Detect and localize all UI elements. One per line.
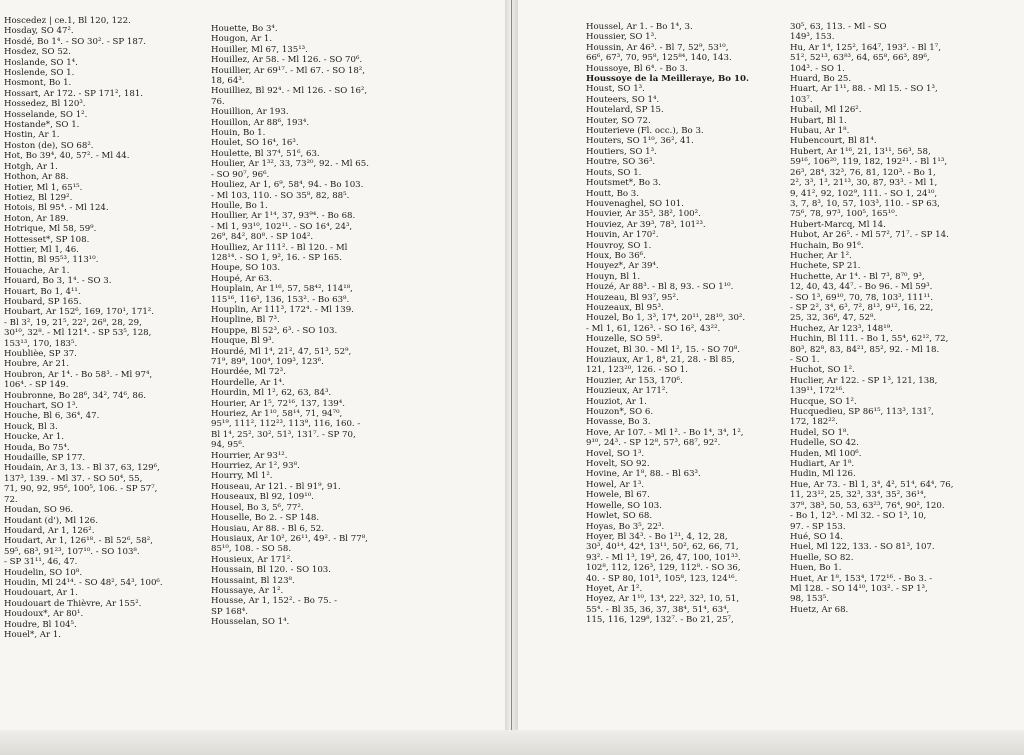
index-entry: Hoyez, Ar 1¹⁰, 13⁴, 22², 32³, 10, 51,: [586, 594, 740, 605]
index-entry: Houcke, Ar 1.: [4, 432, 65, 443]
index-entry: Hourry, Ml 1².: [211, 471, 273, 482]
index-entry: Housel, Bo 3, 5⁶, 77².: [211, 502, 304, 513]
index-entry: 12, 40, 43, 44⁷. - Bo 96. - Ml 59³.: [790, 282, 933, 293]
index-entry: Houiller, Ml 67, 135¹³.: [211, 44, 308, 55]
index-entry: Houillier, Ar 69¹⁷. - Ml 67. - SO 18²,: [211, 65, 365, 76]
index-entry: - SO 1.: [790, 355, 820, 365]
index-entry: Huel, Ml 122, 133. - SO 81³, 107.: [790, 542, 935, 553]
index-entry: Hucque, SO 1².: [790, 396, 857, 407]
index-entry: Hubart, Bl 1.: [790, 115, 847, 126]
index-entry: Houzieux, Ar 171².: [586, 386, 669, 397]
index-entry: Houpe, SO 103.: [211, 263, 281, 274]
index-entry: 30⁵, 63, 113. - Ml - SO: [790, 22, 887, 32]
index-entry: 59¹⁶, 106²⁰, 119, 182, 192²¹. - Bl 1¹³,: [790, 157, 948, 168]
index-entry: 172, 182²².: [790, 417, 838, 428]
index-entry: Houzet, Bl 30. - Ml 1², 15. - SO 70⁸.: [586, 344, 741, 355]
index-entry: Houssaye, Ar 1².: [211, 585, 284, 596]
index-entry: 153¹³, 170, 183⁵.: [4, 338, 78, 349]
index-entry: Houillez, Ar 58. - Ml 126. - SO 70⁶.: [211, 55, 363, 66]
index-entry: Houssain, Bl 120. - SO 103.: [211, 565, 331, 576]
index-entry: 26³, 28⁴, 32³, 76, 81, 120³. - Bo 1,: [790, 167, 936, 178]
index-entry: Bl 1⁴, 25², 30², 51³, 131⁷. - SP 70,: [211, 429, 356, 440]
index-entry: Hottier, Ml 1, 46.: [4, 244, 79, 255]
index-entry: Hubert-Marcq, Ml 14.: [790, 219, 886, 230]
index-entry: Hoston (de), SO 68².: [4, 140, 94, 151]
index-entry: Houillion, Ar 193.: [211, 107, 289, 118]
index-column-1: [4, 16, 204, 721]
index-entry: Houda, Bo 75⁴.: [4, 442, 70, 453]
index-entry: Houppe, Bl 52³, 6³. - SO 103.: [211, 325, 338, 336]
index-entry: 18, 64³.: [211, 76, 245, 87]
index-entry: Houyez*, Ar 39⁴.: [586, 261, 659, 272]
index-entry: Hossedez, Bl 120³.: [4, 99, 86, 110]
index-entry: Houtt, Bo 3.: [586, 188, 639, 199]
index-entry: 149³, 153.: [790, 32, 835, 43]
index-entry: Houzelle, SO 59².: [586, 334, 663, 345]
index-entry: 121, 123²⁰, 126. - SO 1.: [586, 365, 688, 376]
index-column-3: [586, 22, 786, 727]
index-entry: Huclier, Ar 122. - SP 1³, 121, 138,: [790, 375, 938, 386]
left-page: [0, 0, 505, 730]
index-entry: Huard, Bo 25.: [790, 74, 852, 85]
index-entry: Hotgh, Ar 1.: [4, 161, 58, 172]
index-entry: Huchin, Bl 111. - Bo 1, 55⁴, 62¹², 72,: [790, 334, 949, 345]
index-entry: Huetz, Ar 68.: [790, 604, 849, 615]
index-entry: Houzon*, SO 6.: [586, 407, 654, 418]
index-entry: 3, 7, 8³, 10, 57, 103³, 110. - SP 63,: [790, 198, 940, 209]
index-entry: 59⁵, 68³, 91²³, 107¹⁰. - SO 103⁸.: [4, 546, 140, 557]
index-entry: Hubail, Ml 126².: [790, 105, 862, 116]
index-entry: Houliez, Ar 1, 6⁹, 58⁴, 94. - Bo 103.: [211, 180, 364, 191]
index-entry: 11, 23¹², 25, 32³, 33⁴, 35², 36¹⁴,: [790, 490, 927, 501]
index-entry: Howele, Bl 67.: [586, 490, 650, 501]
index-entry: Hourdé, Ml 1⁴, 21², 47, 51³, 52⁹,: [211, 346, 352, 357]
index-entry: Houbronne, Bo 28⁶, 34², 74⁶, 86.: [4, 390, 147, 401]
index-entry: Hougon, Ar 1.: [211, 34, 273, 45]
index-entry: Houterieve (Fl. occ.), Bo 3.: [586, 126, 704, 137]
index-entry: 9¹⁰, 24³. - SP 12⁸, 57³, 68⁷, 92².: [586, 438, 721, 449]
index-entry: Houlliez, Ar 111². - Bl 120. - Ml: [211, 242, 348, 253]
index-entry: 72.: [4, 494, 18, 505]
index-entry: 76.: [211, 96, 225, 107]
index-entry: Houard, Bo 3, 1⁴. - SO 3.: [4, 276, 112, 287]
index-entry: Hoyer, Bl 34³. - Bo 1²¹, 4, 12, 28,: [586, 531, 728, 542]
index-entry: SP 168⁴.: [211, 606, 248, 617]
index-entry: Houzeau, Bl 93⁷, 95².: [586, 292, 679, 303]
index-entry: Hottin, Bl 95⁵³, 113¹⁰.: [4, 255, 99, 266]
index-entry: 25, 32, 36⁸, 47, 52⁸.: [790, 313, 877, 324]
index-entry: Houbron, Ar 1⁴. - Bo 58³. - Ml 97⁴,: [4, 369, 153, 380]
index-entry: Houblièe, SP 37.: [4, 349, 77, 359]
index-entry: Hue, Ar 73. - Bl 1, 3⁴, 4², 51⁴, 64⁴, 76,: [790, 479, 954, 490]
index-entry: 30³, 40¹⁴, 42⁴, 13¹¹, 50², 62, 66, 71,: [586, 542, 739, 553]
index-entry: 95¹⁹, 111², 112²³, 113⁹, 116, 160. -: [211, 419, 361, 430]
index-entry: Houziot, Ar 1.: [586, 396, 647, 407]
index-entry: Huchot, SO 1².: [790, 365, 855, 376]
index-entry: Houdre, Bl 104⁵.: [4, 619, 77, 630]
index-entry: Housieux, Ar 171².: [211, 554, 293, 565]
index-entry: Houtelard, SP 15.: [586, 105, 664, 116]
index-entry: 71, 90, 92, 95⁶, 100⁵, 106. - SP 57⁷,: [4, 484, 158, 495]
index-entry: 30¹⁰, 32⁸. - Ml 121⁴. - SP 53⁵, 128,: [4, 328, 152, 339]
index-entry: Hovel, SO 1³.: [586, 448, 645, 459]
index-entry: Houziaux, Ar 1, 8⁴, 21, 28. - Bl 85,: [586, 355, 735, 365]
index-entry: Howlet, SO 68.: [586, 511, 653, 522]
index-entry: Houache, Ar 1.: [4, 265, 70, 276]
index-entry: - SO 1³, 69¹⁰, 70, 78, 103³, 111¹¹.: [790, 292, 934, 303]
index-entry: Houdan, SO 96.: [4, 505, 74, 516]
index-entry: 71⁹, 89⁹, 100⁴, 109³, 123⁶.: [211, 357, 324, 367]
index-entry: Hucquedieu, SP 86¹⁵, 113³, 131⁷,: [790, 407, 934, 418]
index-entry: Houck, Bl 3.: [4, 421, 58, 432]
index-entry: - Ml 103, 110. - SO 35⁸, 82, 88⁵.: [211, 190, 350, 201]
index-entry: Houteers, SO 1⁴.: [586, 94, 660, 105]
index-entry: - SP 31¹¹, 46, 47.: [4, 557, 78, 568]
index-entry: Houdin, Ml 24¹⁴. - SO 48², 54³, 100⁶.: [4, 577, 163, 588]
index-entry: 2², 3³, 1³, 21¹³, 30, 87, 93³. - Ml 1,: [790, 178, 938, 189]
index-entry: Hosselande, SO 1².: [4, 109, 88, 120]
index-entry: Housselan, SO 1⁴.: [211, 617, 290, 628]
index-entry: 115, 116, 129⁸, 132⁷. - Bo 21, 25⁷,: [586, 615, 734, 626]
index-entry: - Bl 3², 19, 21⁵, 22², 26⁸, 28, 29,: [4, 317, 142, 328]
index-entry: Housiau, Ar 88. - Bl 6, 52.: [211, 523, 324, 534]
index-entry: Hourriez, Ar 1², 93⁸.: [211, 461, 300, 472]
index-entry: 40. - SP 80, 101³, 105⁸, 123, 124¹⁶.: [586, 573, 738, 584]
index-entry: Houette, Bo 3⁴.: [211, 24, 278, 34]
index-entry: Houviez, Ar 39³, 78³, 101²³.: [586, 219, 706, 230]
index-entry: Houbard, SP 165.: [4, 296, 82, 307]
index-entry: Houchart, SO 1³.: [4, 401, 79, 412]
index-entry: Houllier, Ar 1¹⁴, 37, 93⁹⁴. - Bo 68.: [211, 211, 356, 222]
index-entry: Howelle, SO 103.: [586, 500, 662, 511]
index-entry: Hottesset*, SP 108.: [4, 234, 90, 245]
index-entry: 104³. - SO 1.: [790, 63, 845, 74]
index-entry: Houzeaux, Bl 95³.: [586, 302, 664, 313]
index-entry: Houel*, Ar 1.: [4, 629, 62, 640]
index-entry: Houters, SO 1¹⁰, 36², 41.: [586, 136, 694, 147]
index-entry: 139¹¹, 172¹⁶.: [790, 386, 845, 397]
index-entry: Houdouart de Thièvre, Ar 155².: [4, 598, 142, 609]
index-entry: 9, 41², 92, 102⁹, 111. - SO 1, 24¹⁰,: [790, 188, 938, 199]
index-entry: Houlle, Bo 1.: [211, 200, 268, 211]
index-entry: Houdant (d'), Ml 126.: [4, 515, 98, 526]
index-entry: Houart, Bo 1, 4¹¹.: [4, 286, 81, 297]
gutter-line: [511, 0, 512, 740]
index-entry: Houvin, Ar 170².: [586, 230, 659, 241]
index-entry: Houque, Bl 9³.: [211, 336, 275, 347]
index-entry: Hubot, Ar 26⁵. - Ml 57², 71⁷. - SP 14.: [790, 230, 949, 241]
index-entry: Hotier, Ml 1, 65¹⁵.: [4, 182, 83, 193]
index-entry: Hotrique, Ml 58, 59⁹.: [4, 224, 97, 235]
index-entry: Hoslande, SO 1⁴.: [4, 57, 78, 68]
index-entry: Hudel, SO 1⁸.: [790, 427, 850, 438]
index-entry: Hostande*, SO 1.: [4, 120, 80, 131]
index-entry: Houssin, Ar 46³. - Bl 7, 52⁹, 53¹⁰,: [586, 42, 729, 53]
index-entry: Houdelin, SO 10⁸.: [4, 567, 83, 578]
index-entry: Houts, SO 1.: [586, 167, 642, 178]
index-entry: 128¹⁴. - SO 1, 9², 16. - SP 165.: [211, 252, 342, 263]
index-entry: Huen, Bo 1.: [790, 563, 842, 574]
index-entry: Howel, Ar 1³.: [586, 479, 645, 490]
index-entry: Hothon, Ar 88.: [4, 172, 69, 183]
index-entry: Hovine, Ar 1⁸, 88. - Bl 63³.: [586, 469, 701, 480]
index-entry: Houbre, Ar 21.: [4, 359, 70, 370]
index-entry: - Ml 1, 93¹⁰, 102¹¹. - SO 16⁴, 24³,: [211, 221, 353, 232]
index-entry: Houplain, Ar 1¹⁶, 57, 58⁴², 114¹⁸,: [211, 284, 353, 295]
index-entry: Houdain, Ar 3, 13. - Bl 37, 63, 129⁶,: [4, 463, 160, 474]
index-entry: 85¹⁰, 108. - SO 58.: [211, 544, 292, 555]
index-entry: Houin, Bo 1.: [211, 128, 266, 139]
index-entry: 98, 153⁵.: [790, 594, 829, 605]
index-column-2: [211, 24, 401, 729]
index-entry: Hotois, Bl 95⁴. - Ml 124.: [4, 203, 109, 214]
index-entry: Houselle, Bo 2. - SP 148.: [211, 513, 320, 524]
index-entry: Houdart, Ar 1, 126¹⁸. - Bl 52⁶, 58²,: [4, 536, 153, 547]
index-entry: Hostin, Ar 1.: [4, 130, 60, 141]
index-entry: Houzé, Ar 88³. - Bl 8, 93. - SO 1¹⁰.: [586, 282, 734, 293]
index-entry: Huchete, SP 21.: [790, 261, 861, 272]
index-entry: Houriez, Ar 1¹⁰, 58¹⁴, 71, 94⁷⁰,: [211, 409, 343, 420]
index-entry: Hourier, Ar 1⁵, 72¹⁶, 137, 139⁴.: [211, 398, 345, 409]
index-entry: Houzel, Bo 1, 3³, 17⁴, 20¹¹, 28¹⁰, 30².: [586, 313, 746, 324]
index-entry: Houbart, Ar 152⁶, 169, 170¹, 171².: [4, 307, 154, 318]
index-entry: Huden, Ml 100⁶.: [790, 448, 862, 459]
index-entry: Houssoye, Bl 6⁴. - Bo 3.: [586, 63, 688, 74]
index-entry: Hotiez, Bl 129².: [4, 192, 73, 203]
index-entry: Houilliez, Bl 92⁴. - Ml 126. - SO 16²,: [211, 86, 368, 97]
index-entry: 94, 95⁶.: [211, 440, 245, 451]
index-entry: Huart, Ar 1¹¹, 88. - Ml 15. - SO 1³,: [790, 84, 938, 95]
index-entry: 55⁴. - Bl 35, 36, 37, 38⁴, 51⁴, 63⁴,: [586, 604, 730, 615]
index-entry: 51², 52¹³, 63⁸³, 64, 65⁸, 66³, 89⁶,: [790, 53, 930, 64]
index-entry: Houtiers, SO 1³.: [586, 146, 657, 157]
index-entry: Houtsmet*, Bo 3.: [586, 178, 661, 189]
index-entry: Hudin, Ml 126.: [790, 469, 856, 480]
index-entry: Houlier, Ar 1³², 33, 73²⁰, 92. - Ml 65.: [211, 159, 369, 170]
index-entry: Hosmont, Bo 1.: [4, 78, 72, 89]
index-entry: Huchain, Bo 91⁶.: [790, 240, 864, 251]
index-entry: Houpline, Bl 7³.: [211, 315, 280, 326]
index-entry: Houseau, Ar 121. - Bl 91⁹, 91.: [211, 481, 341, 492]
index-entry: Houdaille, SP 177.: [4, 453, 86, 464]
index-entry: Hovasse, Bo 3.: [586, 417, 651, 428]
index-entry: Hourdin, Ml 1², 62, 63, 84³.: [211, 388, 332, 399]
index-entry: - SP 2², 3⁴, 6³, 7², 8¹³, 9¹², 16, 22,: [790, 302, 934, 313]
index-entry: Houvroy, SO 1.: [586, 240, 652, 251]
index-entry: Houst, SO 1³.: [586, 84, 645, 95]
index-entry: Hudelle, SO 42.: [790, 438, 859, 449]
index-entry: - SO 90⁷, 96⁶.: [211, 169, 270, 180]
index-entry: Houdouart, Ar 1.: [4, 588, 78, 599]
index-entry: Housiaux, Ar 10², 26¹¹, 49². - Bl 77⁸,: [211, 533, 368, 544]
index-entry: Hucher, Ar 1².: [790, 250, 852, 261]
index-entry: Houssaint, Bl 123⁸.: [211, 575, 295, 586]
index-entry: Huelle, SO 82.: [790, 552, 854, 563]
index-entry: Houdard, Ar 1, 126².: [4, 525, 95, 536]
index-entry: Hoscedez | ce.1, Bl 120, 122.: [4, 16, 131, 26]
index-entry: Houlet, SO 16⁴, 16³.: [211, 138, 299, 149]
index-entry: Houillon, Ar 88⁶, 193⁴.: [211, 117, 310, 128]
index-entry: 103⁷.: [790, 94, 813, 105]
index-column-4: [790, 22, 1020, 727]
index-entry: - Ml 1, 61, 126³. - SO 16², 43²².: [586, 323, 721, 334]
index-entry: 115¹⁶, 116³, 136, 153². - Bo 63⁸.: [211, 294, 350, 305]
index-entry: 80³, 82⁸, 83, 84²¹, 85², 92. - Ml 18.: [790, 344, 940, 355]
index-entry: - Bo 1, 12³. - Ml 32. - SO 1³, 10,: [790, 511, 927, 522]
index-entry: 26⁹, 84², 80⁸. - SP 104².: [211, 232, 314, 243]
index-entry: Hosdé, Bo 1⁴. - SO 30². - SP 187.: [4, 36, 147, 47]
scan-footer-edge: [0, 730, 1024, 755]
index-entry: 37⁸, 38³, 50, 53, 63²³, 76⁴, 90², 120.: [790, 500, 945, 511]
index-entry: Hossart, Ar 172. - SP 171², 181.: [4, 88, 144, 99]
index-entry: Huet, Ar 1⁸, 153⁴, 172¹⁶. - Bo 3. -: [790, 573, 933, 584]
index-entry: Houssier, SO 1³.: [586, 32, 657, 43]
index-entry: Houyn, Bl 1.: [586, 271, 641, 282]
index-entry: Hubencourt, Bl 81⁴.: [790, 136, 877, 147]
index-entry: Houplin, Ar 111³, 172⁴. - Ml 139.: [211, 304, 354, 315]
index-entry: 97. - SP 153.: [790, 521, 846, 532]
index-entry: Hué, SO 14.: [790, 531, 843, 542]
index-entry: Hourdée, Ml 72³.: [211, 367, 286, 378]
index-entry: Houssel, Ar 1. - Bo 1⁴, 3.: [586, 22, 693, 32]
index-entry: Houtre, SO 36³.: [586, 157, 656, 168]
index-entry: Houssoye de la Meilleraye, Bo 10.: [586, 74, 749, 85]
index-entry: Housse, Ar 1, 152². - Bo 75. -: [211, 596, 338, 607]
index-entry: Hovelt, SO 92.: [586, 459, 650, 470]
index-entry: Hot, Bo 39⁴, 40, 57². - Ml 44.: [4, 151, 130, 162]
index-entry: Hubert, Ar 1¹⁶, 21, 13¹¹, 56³, 58,: [790, 146, 931, 157]
index-entry: 137³, 139. - Ml 37. - SO 50⁴, 55,: [4, 473, 143, 484]
index-entry: Hoslende, SO 1.: [4, 68, 75, 79]
index-entry: Houseaux, Bl 92, 109¹⁰.: [211, 492, 314, 503]
index-entry: 106⁴. - SP 149.: [4, 380, 69, 391]
index-entry: Houvier, Ar 35³, 38², 100².: [586, 209, 701, 220]
index-entry: Hove, Ar 107. - Ml 1². - Bo 1⁴, 3⁴, 1²,: [586, 427, 744, 438]
index-entry: Hubau, Ar 1⁸.: [790, 126, 850, 137]
index-entry: Huchette, Ar 1⁴. - Bl 7³, 8⁷⁰, 9³,: [790, 271, 925, 282]
index-entry: 66⁶, 67³, 70, 95⁸, 125⁸⁴, 140, 143.: [586, 53, 732, 64]
index-entry: Houpé, Ar 63.: [211, 273, 272, 284]
index-entry: Houter, SO 72.: [586, 115, 651, 126]
index-entry: Ml 128. - SO 14¹⁰, 103². - SP 1³,: [790, 583, 928, 594]
index-entry: Houx, Bo 36⁶.: [586, 250, 646, 261]
index-entry: Houlette, Bl 37⁴, 51⁶, 63.: [211, 148, 320, 159]
index-entry: Hu, Ar 1⁴, 125², 164⁷, 193². - Bl 1⁷,: [790, 42, 941, 53]
index-entry: Hudiart, Ar 1⁸.: [790, 459, 855, 470]
index-entry: 102⁸, 112, 126³, 129, 112⁸. - SO 36,: [586, 563, 741, 574]
index-entry: Hosdez, SO 52.: [4, 47, 71, 58]
index-entry: Hourrier, Ar 93¹².: [211, 450, 288, 461]
index-entry: Hosday, SO 47².: [4, 26, 74, 37]
index-entry: 93². - Ml 1³, 19³, 26, 47, 100, 101³³.: [586, 552, 741, 563]
index-entry: Hoton, Ar 189.: [4, 213, 69, 224]
index-entry: Houvenaghel, SO 101.: [586, 198, 684, 209]
index-entry: Houdoux*, Ar 80¹.: [4, 609, 84, 620]
index-entry: Houzier, Ar 153, 170⁶.: [586, 375, 683, 386]
index-entry: Hourdelle, Ar 1⁴.: [211, 377, 285, 388]
index-entry: Huchez, Ar 123³, 148¹⁹.: [790, 323, 893, 334]
index-entry: Hoyet, Ar 1².: [586, 583, 643, 594]
index-entry: Houche, Bl 6, 36⁴, 47.: [4, 411, 100, 422]
index-entry: 75⁶, 78, 97³, 100⁵, 165¹⁰.: [790, 209, 898, 220]
index-entry: Hoyas, Bo 3⁵, 22³.: [586, 521, 665, 532]
